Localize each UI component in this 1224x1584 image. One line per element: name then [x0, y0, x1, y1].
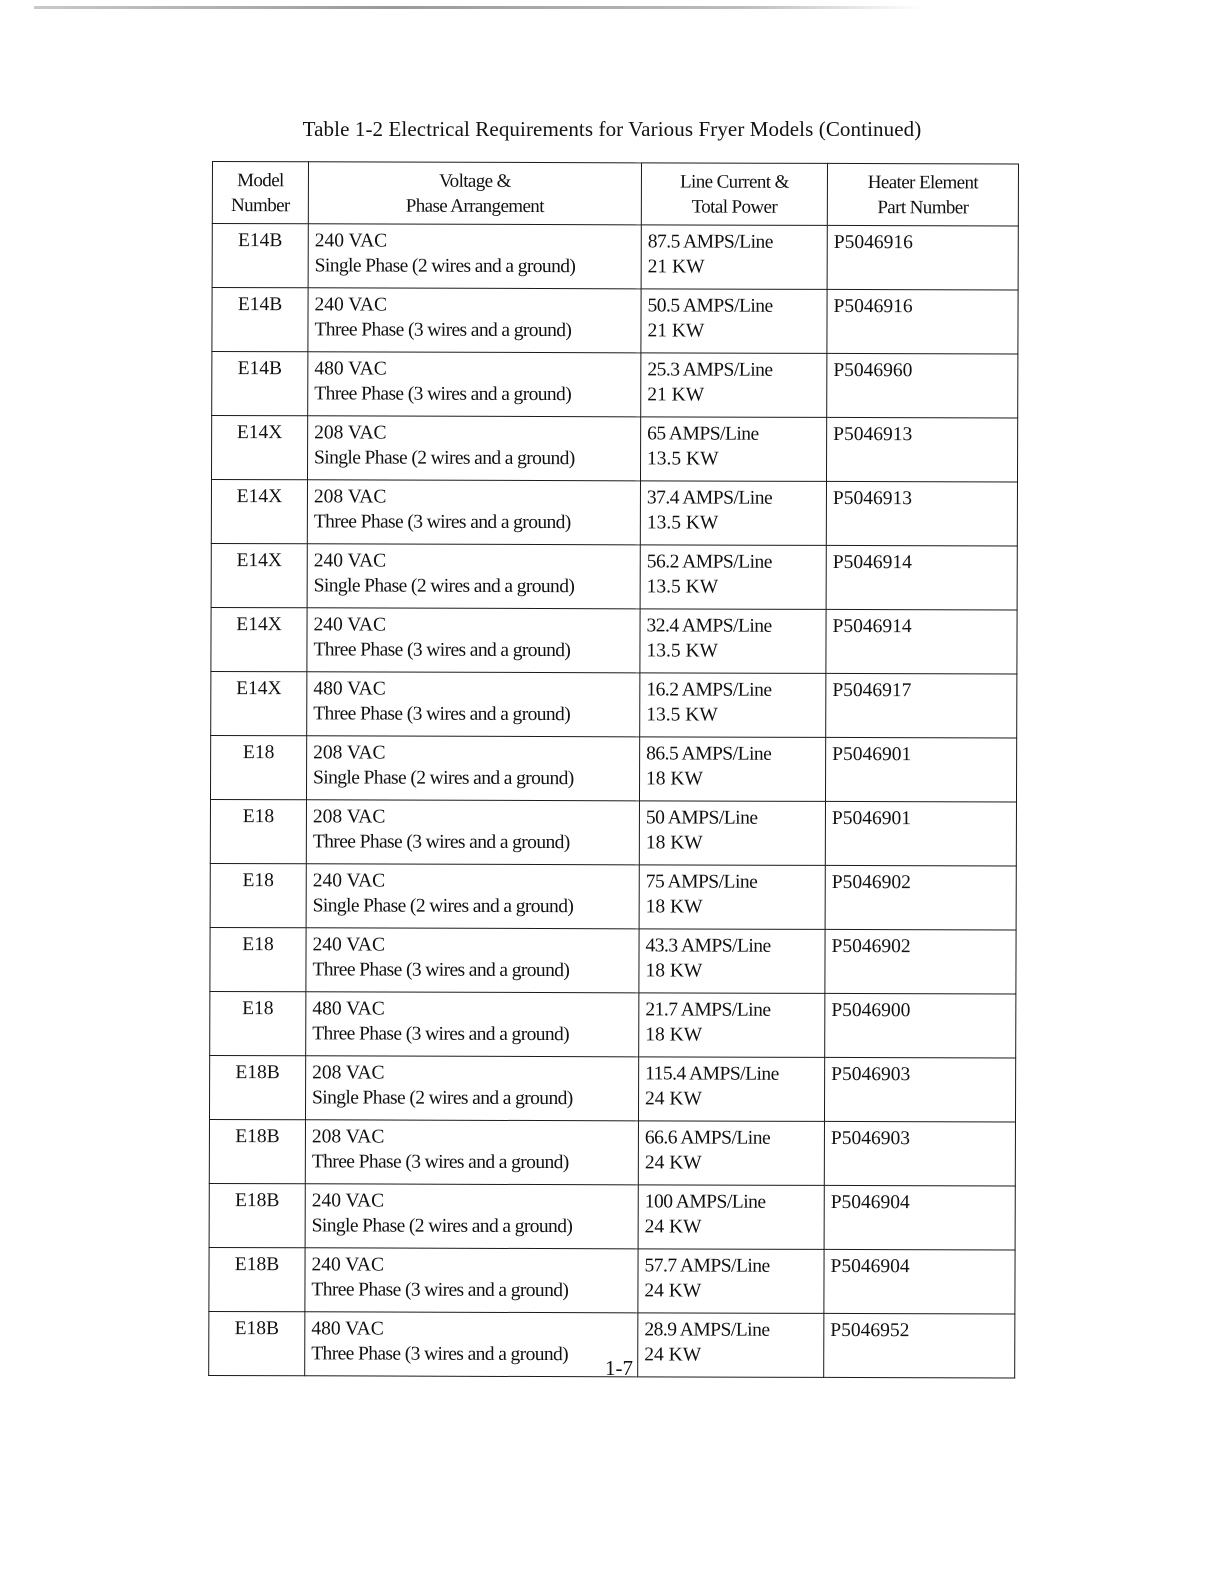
line-current-power-cell [638, 1249, 824, 1314]
phase-arrangement: Three Phase (3 wires and a ground) [311, 1343, 569, 1366]
phase-arrangement: Three Phase (3 wires and a ground) [311, 1151, 569, 1174]
total-power-value: 24 KW [644, 1152, 702, 1174]
heater-part-number-cell: P5046917 [826, 673, 1017, 738]
table-row [210, 799, 1016, 866]
model-number-cell: E18B [209, 1055, 305, 1119]
voltage-value: 208 VAC [311, 1126, 385, 1148]
line-current-value: 43.3 AMPS/Line [645, 935, 771, 957]
header-heater-part-number [827, 163, 1018, 226]
header-voltage-line2: Phase Arrangement [405, 195, 544, 217]
line-current-value: 115.4 AMPS/Line [645, 1063, 779, 1085]
voltage-value: 208 VAC [313, 486, 387, 508]
total-power-value: 24 KW [644, 1344, 702, 1366]
table-row [211, 607, 1017, 674]
voltage-phase-cell [307, 608, 640, 673]
model-number-cell: E14X [211, 480, 307, 544]
page-number: 1-7 [605, 1356, 633, 1380]
voltage-phase-cell [308, 288, 641, 353]
total-power-value: 13.5 KW [647, 448, 719, 470]
voltage-value: 240 VAC [313, 550, 387, 572]
model-number-cell: E18 [210, 863, 306, 927]
line-current-power-cell [641, 289, 827, 354]
model-number-cell: E14X [211, 543, 307, 607]
phase-arrangement: Three Phase (3 wires and a ground) [311, 1279, 569, 1302]
voltage-phase-cell [305, 1184, 638, 1249]
phase-arrangement: Single Phase (2 wires and a ground) [311, 1215, 573, 1238]
voltage-value: 240 VAC [311, 1190, 385, 1212]
line-current-value: 25.3 AMPS/Line [647, 359, 773, 381]
table-row [212, 352, 1018, 419]
line-current-power-cell [641, 225, 827, 290]
voltage-value: 480 VAC [311, 1318, 384, 1340]
total-power-value: 21 KW [647, 320, 705, 342]
voltage-phase-cell [308, 224, 641, 289]
header-voltage-phase [308, 162, 641, 225]
total-power-value: 13.5 KW [646, 512, 719, 534]
model-number-cell: E14B [212, 288, 308, 352]
table-body [209, 224, 1019, 1379]
table-row [210, 991, 1016, 1058]
heater-part-number-cell: P5046902 [825, 865, 1016, 930]
line-current-value: 100 AMPS/Line [644, 1191, 766, 1213]
voltage-phase-cell [306, 992, 639, 1057]
model-number-cell: E14B [212, 352, 308, 416]
header-current-line1: Line Current & [680, 170, 789, 193]
heater-part-number-cell: P5046903 [824, 1121, 1015, 1186]
table-row [209, 1055, 1015, 1122]
line-current-power-cell [640, 545, 826, 610]
total-power-value: 13.5 KW [646, 576, 719, 598]
voltage-value: 480 VAC [314, 358, 387, 380]
total-power-value: 18 KW [645, 832, 703, 854]
electrical-requirements-table [208, 161, 1019, 1379]
total-power-value: 21 KW [647, 384, 705, 406]
table-row [210, 735, 1016, 802]
table-row [212, 288, 1018, 355]
voltage-phase-cell [305, 1120, 638, 1185]
voltage-phase-cell [306, 800, 639, 865]
phase-arrangement: Three Phase (3 wires and a ground) [313, 639, 571, 662]
line-current-value: 50.5 AMPS/Line [647, 295, 773, 317]
voltage-phase-cell [306, 864, 639, 929]
line-current-power-cell [638, 1057, 824, 1122]
model-number-cell: E18 [210, 735, 306, 799]
header-part-line2: Part Number [877, 196, 969, 218]
header-part-line1: Heater Element [867, 171, 979, 193]
line-current-value: 57.7 AMPS/Line [644, 1255, 770, 1277]
model-number-cell: E14B [212, 224, 308, 288]
line-current-power-cell [640, 417, 826, 482]
line-current-power-cell [639, 993, 825, 1058]
heater-part-number-cell: P5046916 [827, 225, 1018, 290]
phase-arrangement: Three Phase (3 wires and a ground) [312, 831, 570, 854]
voltage-phase-cell [307, 480, 640, 545]
voltage-phase-cell [307, 416, 640, 481]
line-current-value: 28.9 AMPS/Line [644, 1319, 770, 1341]
line-current-value: 65 AMPS/Line [647, 423, 759, 445]
table-row [212, 224, 1018, 291]
voltage-value: 240 VAC [312, 870, 386, 892]
heater-part-number-cell: P5046960 [827, 353, 1018, 418]
heater-part-number-cell: P5046916 [827, 289, 1018, 354]
heater-part-number-cell: P5046952 [824, 1313, 1015, 1378]
total-power-value: 13.5 KW [646, 704, 718, 726]
line-current-value: 56.2 AMPS/Line [646, 551, 772, 573]
total-power-value: 18 KW [646, 768, 703, 790]
voltage-phase-cell [306, 928, 639, 993]
voltage-value: 240 VAC [312, 934, 386, 956]
table-row [210, 927, 1016, 994]
heater-part-number-cell: P5046901 [825, 801, 1016, 866]
model-number-cell: E18 [210, 799, 306, 863]
model-number-cell: E18 [210, 927, 306, 991]
table-row [209, 1247, 1015, 1314]
phase-arrangement: Three Phase (3 wires and a ground) [314, 383, 572, 406]
header-model-line2: Number [230, 194, 290, 216]
voltage-value: 240 VAC [313, 614, 387, 636]
line-current-value: 75 AMPS/Line [645, 871, 758, 893]
electrical-requirements-table-wrapper [208, 161, 1018, 1379]
total-power-value: 18 KW [645, 1024, 703, 1046]
heater-part-number-cell: P5046914 [826, 545, 1017, 610]
phase-arrangement: Single Phase (2 wires and a ground) [313, 575, 575, 598]
total-power-value: 13.5 KW [646, 640, 718, 662]
header-current-line2: Total Power [691, 196, 778, 218]
model-number-cell: E14X [211, 671, 307, 735]
line-current-value: 37.4 AMPS/Line [646, 487, 773, 509]
phase-arrangement: Single Phase (2 wires and a ground) [313, 767, 574, 790]
phase-arrangement: Single Phase (2 wires and a ground) [314, 447, 575, 470]
voltage-value: 208 VAC [314, 422, 387, 444]
line-current-value: 86.5 AMPS/Line [646, 743, 772, 765]
total-power-value: 24 KW [644, 1216, 702, 1238]
model-number-cell: E18B [209, 1183, 305, 1247]
heater-part-number-cell: P5046913 [826, 417, 1017, 482]
line-current-value: 87.5 AMPS/Line [647, 231, 773, 253]
table-row [210, 863, 1016, 930]
line-current-value: 32.4 AMPS/Line [646, 615, 772, 637]
line-current-power-cell [639, 929, 825, 994]
table-header-row [212, 162, 1018, 227]
total-power-value: 24 KW [645, 1088, 702, 1110]
header-line-current-power [641, 163, 827, 226]
line-current-power-cell [639, 865, 825, 930]
voltage-value: 240 VAC [314, 294, 388, 316]
phase-arrangement: Three Phase (3 wires and a ground) [313, 511, 571, 534]
phase-arrangement: Three Phase (3 wires and a ground) [312, 959, 570, 982]
table-row [209, 1183, 1015, 1250]
heater-part-number-cell: P5046904 [824, 1185, 1015, 1250]
table-row [211, 480, 1017, 547]
scan-edge-line [34, 6, 924, 9]
total-power-value: 21 KW [647, 256, 705, 278]
phase-arrangement: Three Phase (3 wires and a ground) [312, 1023, 570, 1046]
model-number-cell: E14X [211, 607, 307, 671]
line-current-power-cell [639, 801, 825, 866]
voltage-phase-cell [307, 544, 640, 609]
model-number-cell: E18B [209, 1119, 305, 1183]
model-number-cell: E18 [210, 991, 306, 1055]
line-current-power-cell [640, 609, 826, 674]
line-current-power-cell [640, 481, 826, 546]
total-power-value: 18 KW [645, 896, 703, 918]
heater-part-number-cell: P5046904 [824, 1249, 1015, 1314]
table-row [211, 671, 1017, 738]
header-voltage-line1: Voltage & [438, 170, 511, 192]
phase-arrangement: Single Phase (2 wires and a ground) [312, 895, 574, 918]
voltage-value: 240 VAC [311, 1254, 385, 1276]
heater-part-number-cell: P5046900 [825, 993, 1016, 1058]
voltage-phase-cell [306, 736, 639, 801]
model-number-cell: E14X [211, 416, 307, 480]
voltage-phase-cell [307, 672, 640, 737]
table-title: Table 1-2 Electrical Requirements for Various Fryer Models (Continued) [302, 117, 922, 141]
heater-part-number-cell: P5046914 [826, 609, 1017, 674]
model-number-cell: E18B [209, 1247, 305, 1311]
voltage-value: 208 VAC [312, 1062, 385, 1084]
phase-arrangement: Three Phase (3 wires and a ground) [314, 319, 572, 342]
voltage-value: 208 VAC [313, 742, 386, 764]
voltage-value: 480 VAC [313, 678, 386, 700]
line-current-power-cell [638, 1185, 824, 1250]
table-row [209, 1119, 1015, 1186]
header-model-number [212, 162, 308, 224]
heater-part-number-cell: P5046913 [826, 481, 1017, 546]
total-power-value: 18 KW [645, 960, 703, 982]
phase-arrangement: Single Phase (2 wires and a ground) [312, 1087, 573, 1110]
model-number-cell: E18B [209, 1311, 305, 1375]
total-power-value: 24 KW [644, 1280, 702, 1302]
header-model-line1: Model [237, 169, 284, 191]
line-current-power-cell [640, 673, 826, 738]
voltage-value: 208 VAC [312, 806, 386, 828]
line-current-power-cell [639, 737, 825, 802]
line-current-power-cell [641, 353, 827, 418]
line-current-value: 50 AMPS/Line [645, 807, 758, 829]
line-current-value: 66.6 AMPS/Line [644, 1127, 771, 1149]
voltage-phase-cell [308, 352, 641, 417]
table-row [211, 543, 1017, 610]
line-current-value: 21.7 AMPS/Line [645, 999, 771, 1021]
voltage-value: 480 VAC [312, 998, 385, 1020]
line-current-power-cell [638, 1121, 824, 1186]
heater-part-number-cell: P5046902 [825, 929, 1016, 994]
heater-part-number-cell: P5046903 [824, 1057, 1015, 1122]
voltage-value: 240 VAC [314, 230, 388, 252]
phase-arrangement: Three Phase (3 wires and a ground) [313, 703, 571, 726]
line-current-value: 16.2 AMPS/Line [646, 679, 772, 701]
heater-part-number-cell: P5046901 [825, 737, 1016, 802]
voltage-phase-cell [305, 1056, 638, 1121]
phase-arrangement: Single Phase (2 wires and a ground) [314, 255, 576, 278]
voltage-phase-cell [305, 1248, 638, 1313]
table-row [211, 416, 1017, 483]
